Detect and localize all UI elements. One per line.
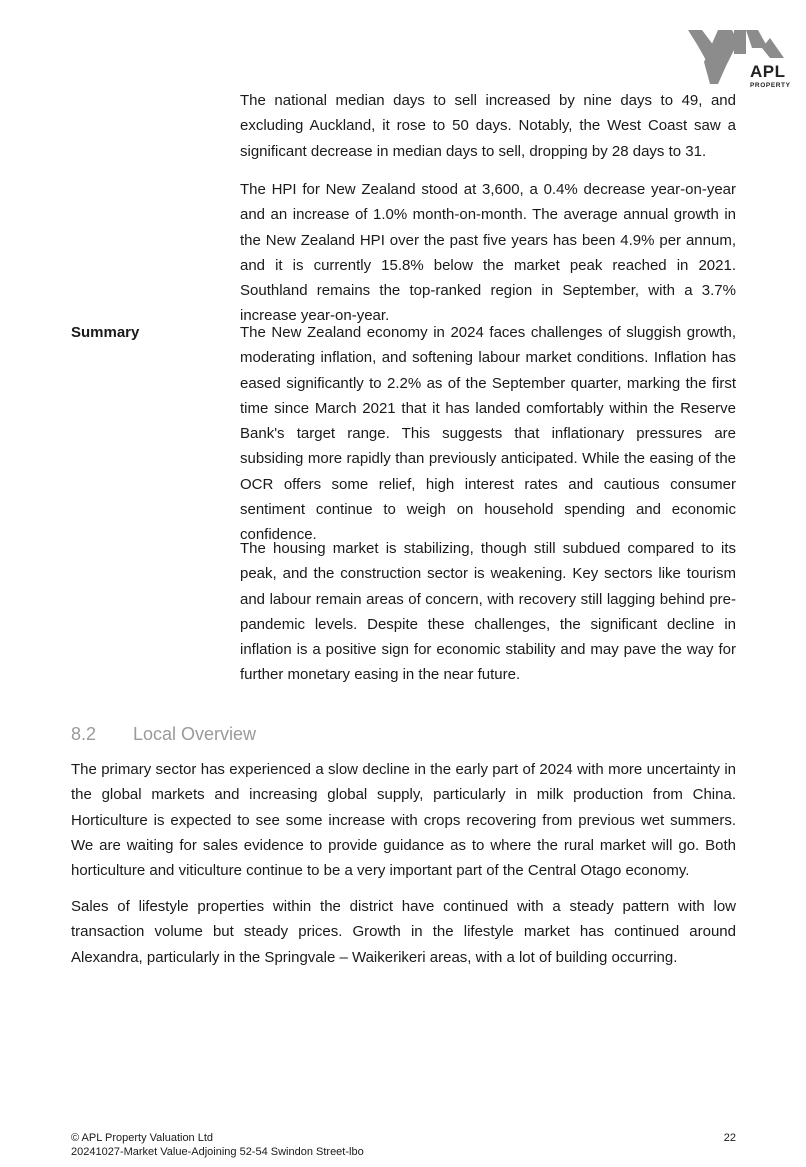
paragraph-median-days-to-sell: The national median days to sell increased by nine days to 49, and excluding Auckland, it rose to 50 days. Notably, the West Coast saw a significant decrease in median days to sell, dropping by 28 days to 31. — [240, 92, 736, 160]
paragraph-summary-economy: The New Zealand economy in 2024 faces challenges of sluggish growth, moderating inflation, and softening labour market conditions. Inflation has eased significantly to 2.2% as of the September quarter, marking the first time since March 2021 that it has landed comfortably within the Reserve Bank's target range. This suggests that inflationary pressures are subsiding more rapidly than previously anticipated. While the easing of the OCR offers some relief, high interest rates and cautious consumer sentiment continue to weigh on household spending and economic confidence. — [240, 324, 736, 544]
apl-property-logo — [686, 26, 790, 92]
logo-wordmark: APL — [750, 62, 786, 81]
paragraph-hpi: The HPI for New Zealand stood at 3,600, a 0.4% decrease year-on-year and an increase of 1.0% month-on-month. The average annual growth in the New Zealand HPI over the past five years has been 4.9% per annum, and it is currently 15.8% below the market peak reached in 2021. Southland remains the top-ranked region in September, with a 3.7% increase year-on-year. — [240, 181, 736, 325]
footer — [71, 1131, 364, 1159]
section-heading-local-overview — [71, 722, 256, 746]
footer-copyright: © APL Property Valuation Ltd — [71, 1132, 214, 1144]
page-number: 22 — [723, 1132, 736, 1144]
logo-subtitle: PROPERTY — [750, 82, 791, 89]
summary-label: Summary — [71, 324, 140, 341]
section-title: Local Overview — [133, 724, 257, 744]
paragraph-primary-sector: The primary sector has experienced a slow decline in the early part of 2024 with more uncertainty in the global markets and increasing global supply, particularly in milk production from China. Horticulture is expected to see some increase with crops recovering from previous wet summers. We are waiting for sales evidence to provide guidance as to where the rural market will go. Both horticulture and viticulture continue to be a very important part of the Central Otago economy. — [71, 761, 736, 880]
paragraph-lifestyle-properties: Sales of lifestyle properties within the district have continued with a steady pattern with low transaction volume but steady prices. Growth in the lifestyle market has continued around Alexandra, particularly in the Springvale – Waikerikeri areas, with a lot of building occurring. — [71, 898, 736, 966]
section-number: 8.2 — [71, 724, 97, 744]
paragraph-summary-housing: The housing market is stabilizing, though still subdued compared to its peak, and the construction sector is weakening. Key sectors like tourism and labour remain areas of concern, with recovery still lagging behind pre-pandemic levels. Despite these challenges, the significant decline in inflation is a positive sign for economic stability and may pave the way for further monetary easing in the near future. — [240, 540, 736, 684]
footer-document-ref: 20241027-Market Value-Adjoining 52-54 Swindon Street-lbo — [71, 1146, 364, 1158]
